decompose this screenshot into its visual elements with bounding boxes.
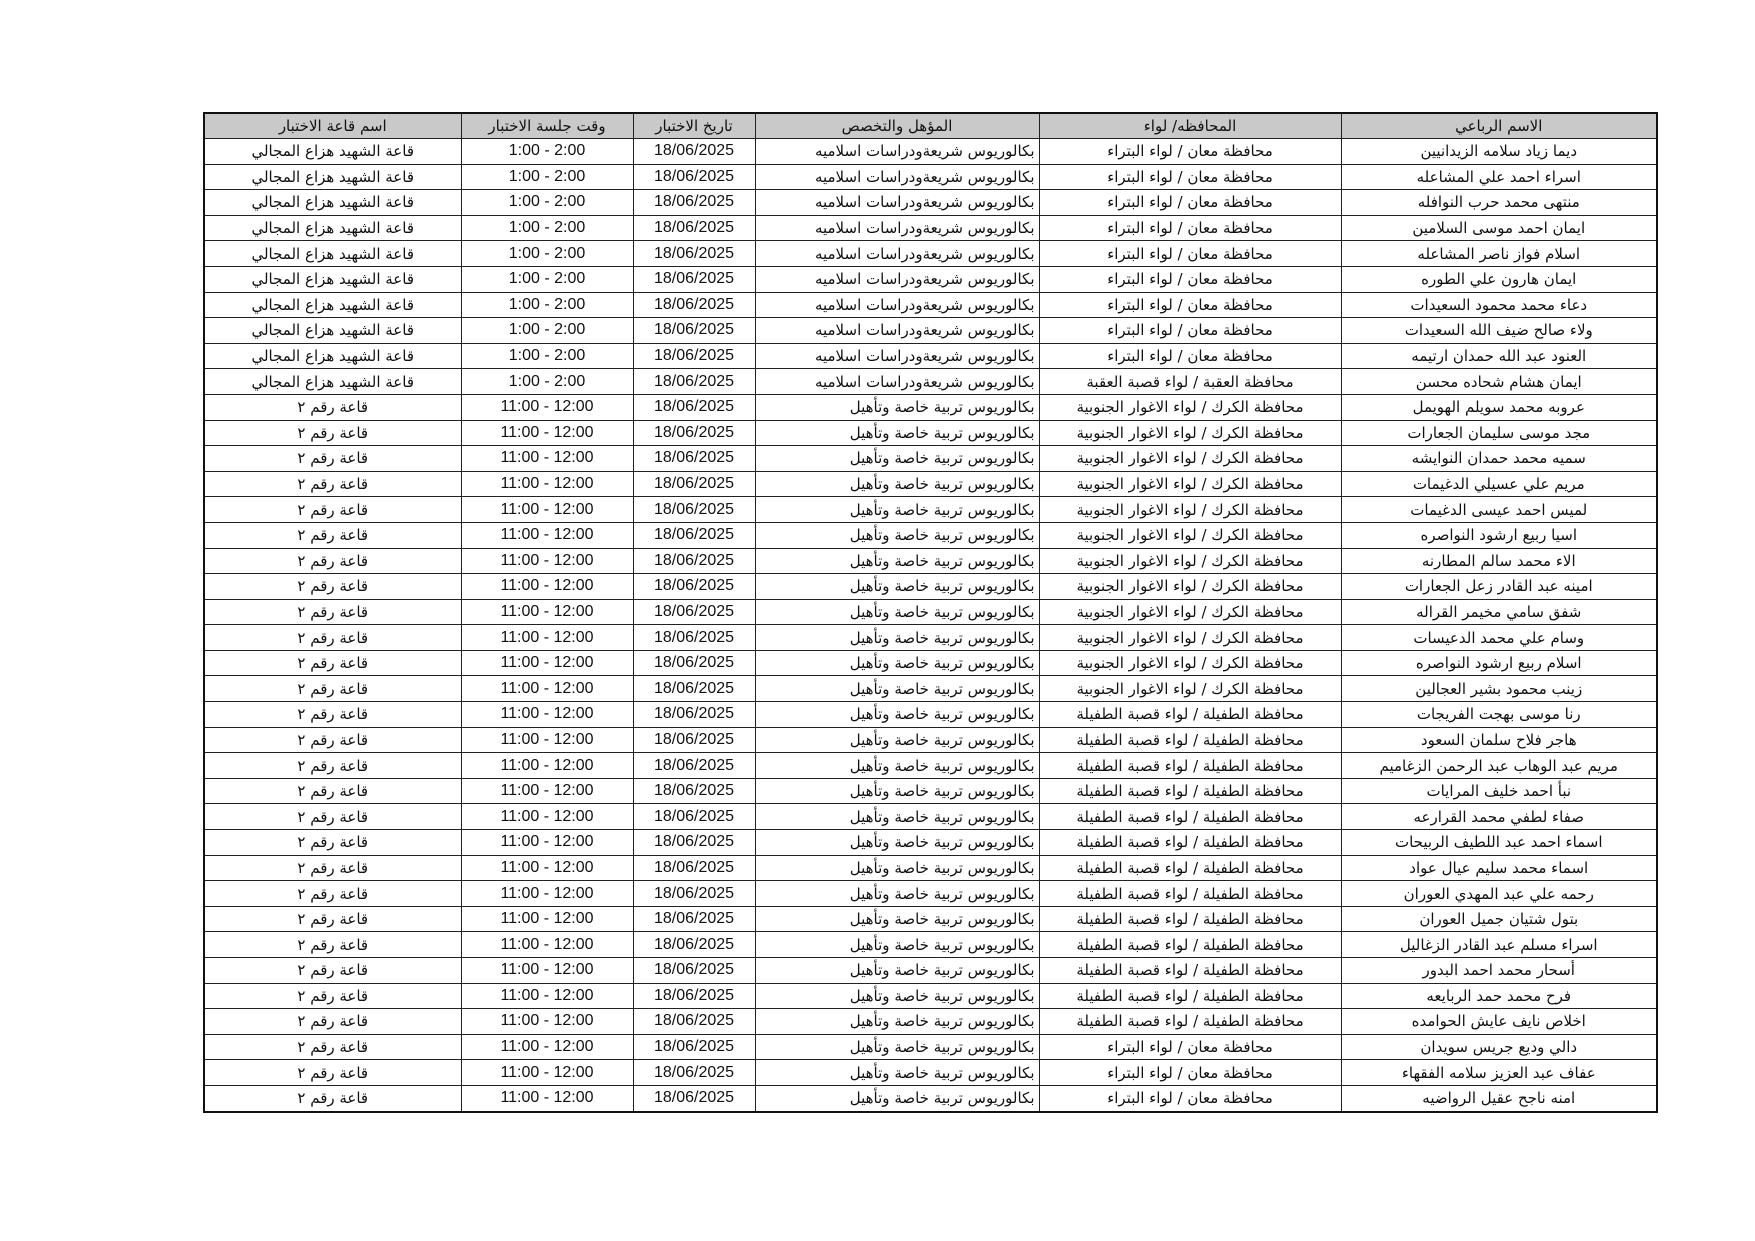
cell-exam-date: 18/06/2025: [633, 318, 755, 344]
table-row: [204, 190, 1657, 216]
cell-exam-time: 11:00 - 12:00: [461, 522, 633, 548]
table-row: [204, 139, 1657, 165]
cell-exam-date: 18/06/2025: [633, 906, 755, 932]
cell-exam-date: 18/06/2025: [633, 548, 755, 574]
table-row: [204, 215, 1657, 241]
table-row: [204, 778, 1657, 804]
cell-exam-time: 1:00 - 2:00: [461, 292, 633, 318]
cell-exam-room: قاعة رقم ٢: [204, 906, 461, 932]
cell-exam-room: قاعة رقم ٢: [204, 1034, 461, 1060]
table-row: [204, 599, 1657, 625]
cell-full-name: ديما زياد سلامه الزيدانيين: [1341, 139, 1657, 165]
cell-exam-date: 18/06/2025: [633, 599, 755, 625]
cell-qualification: بكالوريوس شريعةودراسات اسلاميه: [755, 241, 1039, 267]
table-row: [204, 1085, 1657, 1111]
cell-qualification: بكالوريوس تربية خاصة وتأهيل: [755, 830, 1039, 856]
table-row: [204, 369, 1657, 395]
cell-full-name: مريم علي عسيلي الدغيمات: [1341, 471, 1657, 497]
cell-exam-time: 11:00 - 12:00: [461, 446, 633, 472]
cell-exam-room: قاعة الشهيد هزاع المجالي: [204, 292, 461, 318]
cell-exam-room: قاعة رقم ٢: [204, 420, 461, 446]
cell-qualification: بكالوريوس شريعةودراسات اسلاميه: [755, 343, 1039, 369]
cell-full-name: زينب محمود بشير العجالين: [1341, 676, 1657, 702]
cell-exam-time: 11:00 - 12:00: [461, 676, 633, 702]
cell-exam-time: 1:00 - 2:00: [461, 164, 633, 190]
cell-exam-room: قاعة الشهيد هزاع المجالي: [204, 190, 461, 216]
cell-qualification: بكالوريوس تربية خاصة وتأهيل: [755, 1009, 1039, 1035]
cell-full-name: اسيا ربيع ارشود النواصره: [1341, 522, 1657, 548]
cell-exam-room: قاعة رقم ٢: [204, 548, 461, 574]
table-row: [204, 727, 1657, 753]
table-row: [204, 881, 1657, 907]
header-exam-time: وقت جلسة الاختبار: [461, 113, 633, 139]
cell-qualification: بكالوريوس تربية خاصة وتأهيل: [755, 753, 1039, 779]
table-row: [204, 702, 1657, 728]
cell-exam-date: 18/06/2025: [633, 932, 755, 958]
cell-exam-time: 1:00 - 2:00: [461, 318, 633, 344]
cell-full-name: اسلام فواز ناصر المشاعله: [1341, 241, 1657, 267]
table-row: [204, 1060, 1657, 1086]
cell-governorate: محافظة معان / لواء البتراء: [1039, 266, 1341, 292]
cell-exam-time: 11:00 - 12:00: [461, 804, 633, 830]
cell-governorate: محافظة الطفيلة / لواء قصبة الطفيلة: [1039, 1009, 1341, 1035]
cell-governorate: محافظة الكرك / لواء الاغوار الجنوبية: [1039, 446, 1341, 472]
cell-full-name: نبأ احمد خليف المرايات: [1341, 778, 1657, 804]
cell-qualification: بكالوريوس تربية خاصة وتأهيل: [755, 394, 1039, 420]
cell-qualification: بكالوريوس تربية خاصة وتأهيل: [755, 932, 1039, 958]
cell-qualification: بكالوريوس تربية خاصة وتأهيل: [755, 650, 1039, 676]
cell-exam-room: قاعة الشهيد هزاع المجالي: [204, 343, 461, 369]
cell-qualification: بكالوريوس تربية خاصة وتأهيل: [755, 702, 1039, 728]
cell-governorate: محافظة معان / لواء البتراء: [1039, 241, 1341, 267]
cell-exam-room: قاعة رقم ٢: [204, 650, 461, 676]
cell-exam-room: قاعة رقم ٢: [204, 778, 461, 804]
cell-exam-time: 11:00 - 12:00: [461, 855, 633, 881]
cell-exam-room: قاعة رقم ٢: [204, 574, 461, 600]
cell-governorate: محافظة الكرك / لواء الاغوار الجنوبية: [1039, 574, 1341, 600]
cell-exam-time: 11:00 - 12:00: [461, 574, 633, 600]
cell-full-name: بتول شتيان جميل العوران: [1341, 906, 1657, 932]
cell-exam-date: 18/06/2025: [633, 855, 755, 881]
cell-exam-time: 11:00 - 12:00: [461, 548, 633, 574]
cell-governorate: محافظة معان / لواء البتراء: [1039, 190, 1341, 216]
cell-exam-time: 1:00 - 2:00: [461, 266, 633, 292]
cell-governorate: محافظة الكرك / لواء الاغوار الجنوبية: [1039, 599, 1341, 625]
table-row: [204, 830, 1657, 856]
exam-schedule-sheet: [203, 112, 1656, 1113]
cell-exam-time: 11:00 - 12:00: [461, 906, 633, 932]
cell-qualification: بكالوريوس شريعةودراسات اسلاميه: [755, 139, 1039, 165]
cell-exam-room: قاعة رقم ٢: [204, 881, 461, 907]
cell-exam-date: 18/06/2025: [633, 369, 755, 395]
table-row: [204, 318, 1657, 344]
cell-full-name: ولاء صالح ضيف الله السعيدات: [1341, 318, 1657, 344]
cell-full-name: وسام علي محمد الدعيسات: [1341, 625, 1657, 651]
cell-exam-room: قاعة رقم ٢: [204, 727, 461, 753]
cell-exam-date: 18/06/2025: [633, 778, 755, 804]
cell-qualification: بكالوريوس تربية خاصة وتأهيل: [755, 778, 1039, 804]
header-governorate: المحافظه/ لواء: [1039, 113, 1341, 139]
cell-governorate: محافظة معان / لواء البتراء: [1039, 292, 1341, 318]
cell-qualification: بكالوريوس تربية خاصة وتأهيل: [755, 625, 1039, 651]
cell-exam-time: 11:00 - 12:00: [461, 881, 633, 907]
table-row: [204, 241, 1657, 267]
table-row: [204, 1034, 1657, 1060]
cell-governorate: محافظة الطفيلة / لواء قصبة الطفيلة: [1039, 983, 1341, 1009]
cell-qualification: بكالوريوس تربية خاصة وتأهيل: [755, 1034, 1039, 1060]
table-row: [204, 497, 1657, 523]
cell-full-name: ايمان احمد موسى السلامين: [1341, 215, 1657, 241]
table-row: [204, 394, 1657, 420]
cell-full-name: امنه ناجح عقيل الرواضيه: [1341, 1085, 1657, 1111]
cell-full-name: اسماء احمد عبد اللطيف الربيحات: [1341, 830, 1657, 856]
cell-full-name: صفاء لطفي محمد القرارعه: [1341, 804, 1657, 830]
cell-exam-room: قاعة الشهيد هزاع المجالي: [204, 241, 461, 267]
cell-exam-date: 18/06/2025: [633, 497, 755, 523]
cell-exam-time: 11:00 - 12:00: [461, 420, 633, 446]
table-row: [204, 650, 1657, 676]
cell-exam-date: 18/06/2025: [633, 958, 755, 984]
cell-exam-room: قاعة رقم ٢: [204, 983, 461, 1009]
cell-governorate: محافظة معان / لواء البتراء: [1039, 164, 1341, 190]
cell-full-name: فرح محمد حمد الربايعه: [1341, 983, 1657, 1009]
cell-exam-room: قاعة رقم ٢: [204, 1009, 461, 1035]
cell-full-name: لميس احمد عيسى الدغيمات: [1341, 497, 1657, 523]
cell-exam-room: قاعة رقم ٢: [204, 446, 461, 472]
header-exam-date: تاريخ الاختبار: [633, 113, 755, 139]
cell-full-name: اسماء محمد سليم عيال عواد: [1341, 855, 1657, 881]
cell-exam-room: قاعة رقم ٢: [204, 625, 461, 651]
cell-exam-time: 1:00 - 2:00: [461, 190, 633, 216]
cell-exam-room: قاعة الشهيد هزاع المجالي: [204, 139, 461, 165]
cell-governorate: محافظة معان / لواء البتراء: [1039, 1085, 1341, 1111]
cell-full-name: مريم عبد الوهاب عبد الرحمن الزغاميم: [1341, 753, 1657, 779]
cell-exam-date: 18/06/2025: [633, 1009, 755, 1035]
cell-exam-date: 18/06/2025: [633, 804, 755, 830]
cell-qualification: بكالوريوس شريعةودراسات اسلاميه: [755, 292, 1039, 318]
table-row: [204, 522, 1657, 548]
table-row: [204, 906, 1657, 932]
cell-governorate: محافظة الكرك / لواء الاغوار الجنوبية: [1039, 548, 1341, 574]
cell-exam-room: قاعة رقم ٢: [204, 830, 461, 856]
cell-full-name: منتهى محمد حرب النوافله: [1341, 190, 1657, 216]
cell-qualification: بكالوريوس شريعةودراسات اسلاميه: [755, 318, 1039, 344]
cell-governorate: محافظة الكرك / لواء الاغوار الجنوبية: [1039, 420, 1341, 446]
cell-governorate: محافظة الطفيلة / لواء قصبة الطفيلة: [1039, 906, 1341, 932]
cell-qualification: بكالوريوس تربية خاصة وتأهيل: [755, 881, 1039, 907]
cell-exam-time: 11:00 - 12:00: [461, 958, 633, 984]
cell-exam-time: 11:00 - 12:00: [461, 753, 633, 779]
cell-exam-time: 11:00 - 12:00: [461, 702, 633, 728]
cell-full-name: ايمان هارون علي الطوره: [1341, 266, 1657, 292]
table-row: [204, 266, 1657, 292]
cell-governorate: محافظة الكرك / لواء الاغوار الجنوبية: [1039, 625, 1341, 651]
cell-full-name: اسلام ربيع ارشود النواصره: [1341, 650, 1657, 676]
cell-exam-date: 18/06/2025: [633, 753, 755, 779]
cell-full-name: عروبه محمد سويلم الهويمل: [1341, 394, 1657, 420]
cell-exam-room: قاعة رقم ٢: [204, 753, 461, 779]
cell-exam-time: 11:00 - 12:00: [461, 497, 633, 523]
cell-governorate: محافظة الطفيلة / لواء قصبة الطفيلة: [1039, 830, 1341, 856]
cell-qualification: بكالوريوس تربية خاصة وتأهيل: [755, 804, 1039, 830]
header-full-name: الاسم الرباعي: [1341, 113, 1657, 139]
table-row: [204, 164, 1657, 190]
cell-exam-time: 11:00 - 12:00: [461, 1034, 633, 1060]
cell-governorate: محافظة الكرك / لواء الاغوار الجنوبية: [1039, 497, 1341, 523]
cell-exam-date: 18/06/2025: [633, 676, 755, 702]
cell-governorate: محافظة الطفيلة / لواء قصبة الطفيلة: [1039, 727, 1341, 753]
cell-full-name: دعاء محمد محمود السعيدات: [1341, 292, 1657, 318]
cell-governorate: محافظة الطفيلة / لواء قصبة الطفيلة: [1039, 855, 1341, 881]
cell-governorate: محافظة الكرك / لواء الاغوار الجنوبية: [1039, 650, 1341, 676]
cell-exam-date: 18/06/2025: [633, 164, 755, 190]
cell-full-name: رنا موسى بهجت الفريجات: [1341, 702, 1657, 728]
cell-exam-date: 18/06/2025: [633, 420, 755, 446]
header-exam-room: اسم قاعة الاختبار: [204, 113, 461, 139]
table-row: [204, 676, 1657, 702]
table-row: [204, 983, 1657, 1009]
cell-governorate: محافظة الكرك / لواء الاغوار الجنوبية: [1039, 676, 1341, 702]
cell-exam-time: 11:00 - 12:00: [461, 1085, 633, 1111]
cell-full-name: شفق سامي مخيمر القراله: [1341, 599, 1657, 625]
table-row: [204, 753, 1657, 779]
cell-exam-room: قاعة رقم ٢: [204, 855, 461, 881]
cell-exam-date: 18/06/2025: [633, 266, 755, 292]
cell-full-name: سميه محمد حمدان النوايشه: [1341, 446, 1657, 472]
cell-exam-time: 11:00 - 12:00: [461, 983, 633, 1009]
cell-full-name: اخلاص نايف عايش الحوامده: [1341, 1009, 1657, 1035]
cell-governorate: محافظة الكرك / لواء الاغوار الجنوبية: [1039, 394, 1341, 420]
cell-exam-date: 18/06/2025: [633, 830, 755, 856]
cell-qualification: بكالوريوس تربية خاصة وتأهيل: [755, 1060, 1039, 1086]
table-row: [204, 548, 1657, 574]
cell-exam-room: قاعة رقم ٢: [204, 958, 461, 984]
cell-exam-room: قاعة رقم ٢: [204, 497, 461, 523]
cell-full-name: اسراء مسلم عبد القادر الزغاليل: [1341, 932, 1657, 958]
cell-exam-room: قاعة الشهيد هزاع المجالي: [204, 369, 461, 395]
cell-qualification: بكالوريوس تربية خاصة وتأهيل: [755, 420, 1039, 446]
cell-full-name: مجد موسى سليمان الجعارات: [1341, 420, 1657, 446]
table-row: [204, 855, 1657, 881]
cell-exam-date: 18/06/2025: [633, 1085, 755, 1111]
cell-qualification: بكالوريوس تربية خاصة وتأهيل: [755, 574, 1039, 600]
cell-exam-date: 18/06/2025: [633, 650, 755, 676]
cell-qualification: بكالوريوس شريعةودراسات اسلاميه: [755, 369, 1039, 395]
cell-full-name: الاء محمد سالم المطارنه: [1341, 548, 1657, 574]
cell-governorate: محافظة معان / لواء البتراء: [1039, 1034, 1341, 1060]
cell-exam-room: قاعة الشهيد هزاع المجالي: [204, 164, 461, 190]
cell-full-name: أسحار محمد احمد البدور: [1341, 958, 1657, 984]
cell-exam-time: 1:00 - 2:00: [461, 343, 633, 369]
cell-exam-time: 11:00 - 12:00: [461, 727, 633, 753]
cell-exam-time: 1:00 - 2:00: [461, 215, 633, 241]
cell-governorate: محافظة الطفيلة / لواء قصبة الطفيلة: [1039, 753, 1341, 779]
cell-governorate: محافظة العقبة / لواء قصبة العقبة: [1039, 369, 1341, 395]
cell-exam-room: قاعة رقم ٢: [204, 599, 461, 625]
table-row: [204, 804, 1657, 830]
cell-governorate: محافظة معان / لواء البتراء: [1039, 318, 1341, 344]
cell-qualification: بكالوريوس تربية خاصة وتأهيل: [755, 727, 1039, 753]
cell-governorate: محافظة الكرك / لواء الاغوار الجنوبية: [1039, 522, 1341, 548]
cell-exam-date: 18/06/2025: [633, 1060, 755, 1086]
cell-exam-room: قاعة رقم ٢: [204, 394, 461, 420]
cell-qualification: بكالوريوس تربية خاصة وتأهيل: [755, 599, 1039, 625]
cell-exam-room: قاعة الشهيد هزاع المجالي: [204, 215, 461, 241]
cell-exam-date: 18/06/2025: [633, 241, 755, 267]
cell-exam-date: 18/06/2025: [633, 292, 755, 318]
cell-governorate: محافظة الطفيلة / لواء قصبة الطفيلة: [1039, 932, 1341, 958]
cell-exam-date: 18/06/2025: [633, 574, 755, 600]
cell-qualification: بكالوريوس تربية خاصة وتأهيل: [755, 676, 1039, 702]
cell-full-name: اسراء احمد علي المشاعله: [1341, 164, 1657, 190]
table-row: [204, 574, 1657, 600]
cell-exam-date: 18/06/2025: [633, 625, 755, 651]
cell-exam-time: 11:00 - 12:00: [461, 1009, 633, 1035]
cell-governorate: محافظة الطفيلة / لواء قصبة الطفيلة: [1039, 958, 1341, 984]
cell-qualification: بكالوريوس تربية خاصة وتأهيل: [755, 522, 1039, 548]
cell-full-name: هاجر فلاح سلمان السعود: [1341, 727, 1657, 753]
table-row: [204, 292, 1657, 318]
cell-exam-date: 18/06/2025: [633, 139, 755, 165]
header-row: [204, 113, 1657, 139]
exam-schedule-table: [203, 112, 1658, 1113]
cell-governorate: محافظة معان / لواء البتراء: [1039, 215, 1341, 241]
table-row: [204, 932, 1657, 958]
cell-full-name: ايمان هشام شحاده محسن: [1341, 369, 1657, 395]
cell-qualification: بكالوريوس تربية خاصة وتأهيل: [755, 446, 1039, 472]
cell-full-name: دالي وديع جريس سويدان: [1341, 1034, 1657, 1060]
cell-exam-date: 18/06/2025: [633, 983, 755, 1009]
cell-exam-date: 18/06/2025: [633, 446, 755, 472]
cell-exam-room: قاعة رقم ٢: [204, 804, 461, 830]
cell-exam-time: 11:00 - 12:00: [461, 1060, 633, 1086]
cell-qualification: بكالوريوس تربية خاصة وتأهيل: [755, 906, 1039, 932]
cell-exam-room: قاعة رقم ٢: [204, 1085, 461, 1111]
cell-exam-date: 18/06/2025: [633, 727, 755, 753]
cell-exam-room: قاعة الشهيد هزاع المجالي: [204, 266, 461, 292]
cell-qualification: بكالوريوس شريعةودراسات اسلاميه: [755, 164, 1039, 190]
cell-exam-date: 18/06/2025: [633, 881, 755, 907]
table-row: [204, 446, 1657, 472]
cell-exam-room: قاعة رقم ٢: [204, 932, 461, 958]
cell-qualification: بكالوريوس شريعةودراسات اسلاميه: [755, 215, 1039, 241]
cell-qualification: بكالوريوس تربية خاصة وتأهيل: [755, 855, 1039, 881]
cell-full-name: رحمه علي عبد المهدي العوران: [1341, 881, 1657, 907]
cell-exam-room: قاعة رقم ٢: [204, 471, 461, 497]
cell-exam-date: 18/06/2025: [633, 215, 755, 241]
table-row: [204, 343, 1657, 369]
table-row: [204, 471, 1657, 497]
cell-qualification: بكالوريوس تربية خاصة وتأهيل: [755, 1085, 1039, 1111]
cell-governorate: محافظة الطفيلة / لواء قصبة الطفيلة: [1039, 804, 1341, 830]
cell-exam-date: 18/06/2025: [633, 190, 755, 216]
cell-exam-time: 11:00 - 12:00: [461, 471, 633, 497]
cell-qualification: بكالوريوس تربية خاصة وتأهيل: [755, 471, 1039, 497]
cell-exam-room: قاعة رقم ٢: [204, 1060, 461, 1086]
cell-qualification: بكالوريوس شريعةودراسات اسلاميه: [755, 266, 1039, 292]
cell-exam-time: 11:00 - 12:00: [461, 778, 633, 804]
cell-qualification: بكالوريوس تربية خاصة وتأهيل: [755, 497, 1039, 523]
cell-governorate: محافظة معان / لواء البتراء: [1039, 139, 1341, 165]
cell-qualification: بكالوريوس تربية خاصة وتأهيل: [755, 548, 1039, 574]
cell-governorate: محافظة الكرك / لواء الاغوار الجنوبية: [1039, 471, 1341, 497]
header-qualification: المؤهل والتخصص: [755, 113, 1039, 139]
cell-exam-time: 11:00 - 12:00: [461, 650, 633, 676]
cell-exam-date: 18/06/2025: [633, 702, 755, 728]
cell-exam-time: 11:00 - 12:00: [461, 394, 633, 420]
cell-exam-date: 18/06/2025: [633, 343, 755, 369]
cell-full-name: العنود عبد الله حمدان ارتيمه: [1341, 343, 1657, 369]
cell-exam-room: قاعة رقم ٢: [204, 676, 461, 702]
cell-exam-time: 11:00 - 12:00: [461, 830, 633, 856]
cell-exam-time: 11:00 - 12:00: [461, 932, 633, 958]
cell-exam-time: 11:00 - 12:00: [461, 599, 633, 625]
cell-governorate: محافظة الطفيلة / لواء قصبة الطفيلة: [1039, 702, 1341, 728]
cell-governorate: محافظة الطفيلة / لواء قصبة الطفيلة: [1039, 778, 1341, 804]
cell-exam-date: 18/06/2025: [633, 394, 755, 420]
cell-exam-time: 1:00 - 2:00: [461, 241, 633, 267]
cell-governorate: محافظة معان / لواء البتراء: [1039, 343, 1341, 369]
table-row: [204, 958, 1657, 984]
cell-qualification: بكالوريوس تربية خاصة وتأهيل: [755, 983, 1039, 1009]
cell-qualification: بكالوريوس تربية خاصة وتأهيل: [755, 958, 1039, 984]
table-row: [204, 625, 1657, 651]
cell-exam-time: 11:00 - 12:00: [461, 625, 633, 651]
cell-governorate: محافظة معان / لواء البتراء: [1039, 1060, 1341, 1086]
cell-exam-room: قاعة رقم ٢: [204, 522, 461, 548]
cell-exam-time: 1:00 - 2:00: [461, 369, 633, 395]
cell-exam-room: قاعة الشهيد هزاع المجالي: [204, 318, 461, 344]
cell-exam-time: 1:00 - 2:00: [461, 139, 633, 165]
cell-governorate: محافظة الطفيلة / لواء قصبة الطفيلة: [1039, 881, 1341, 907]
cell-exam-date: 18/06/2025: [633, 471, 755, 497]
cell-full-name: عفاف عبد العزيز سلامه الفقهاء: [1341, 1060, 1657, 1086]
cell-exam-date: 18/06/2025: [633, 1034, 755, 1060]
cell-exam-room: قاعة رقم ٢: [204, 702, 461, 728]
table-row: [204, 420, 1657, 446]
cell-qualification: بكالوريوس شريعةودراسات اسلاميه: [755, 190, 1039, 216]
cell-full-name: امينه عبد القادر زعل الجعارات: [1341, 574, 1657, 600]
table-row: [204, 1009, 1657, 1035]
cell-exam-date: 18/06/2025: [633, 522, 755, 548]
